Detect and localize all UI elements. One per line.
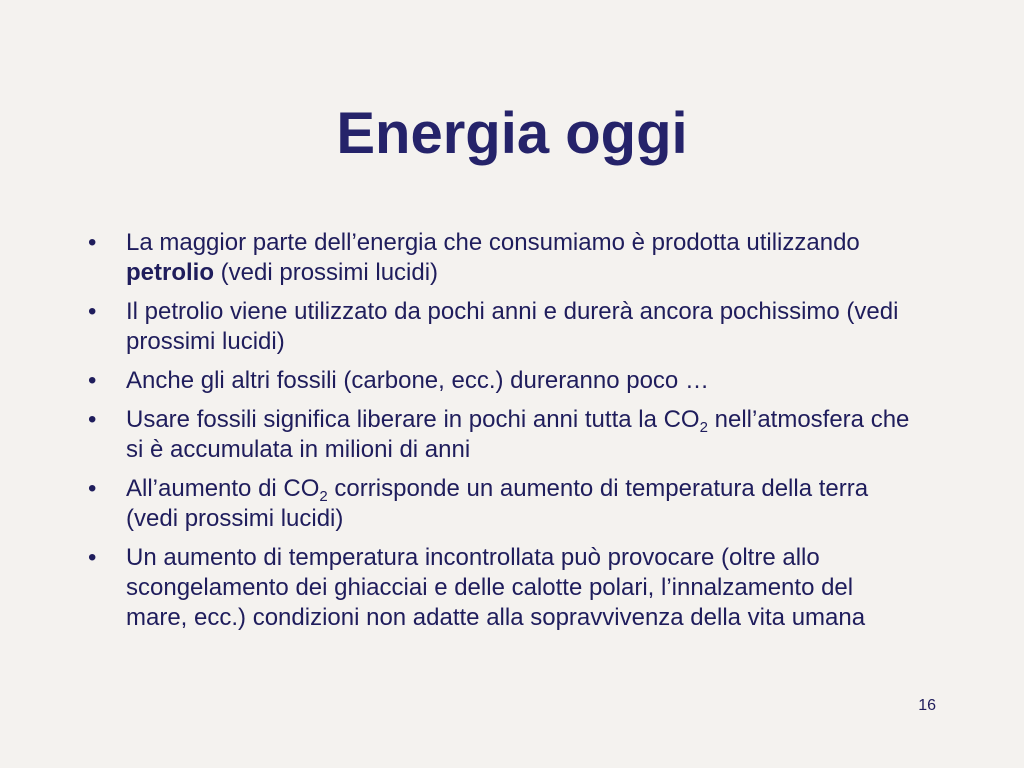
bullet-glyph: •	[88, 367, 97, 394]
bullet-bold-text: petrolio	[126, 259, 214, 286]
bullet-text: Anche gli altri fossili (carbone, ecc.) dureranno poco …	[126, 367, 709, 394]
bullet-text: corrisponde un aumento di temperatura della terra (vedi prossimi lucidi)	[126, 475, 869, 532]
bullet-glyph: •	[88, 298, 97, 325]
slide-title: Energia oggi	[336, 101, 688, 166]
bullet-text: All’aumento di CO	[126, 475, 320, 502]
bullet-text: nell’atmosfera che si è accumulata in milioni di anni	[126, 406, 910, 463]
bullet-text: Il petrolio viene utilizzato da pochi anni e durerà ancora pochissimo (vedi prossimi lucidi)	[126, 298, 899, 355]
bullet-glyph: •	[88, 475, 97, 502]
subscript-text: 2	[319, 488, 328, 505]
bullet-glyph: •	[88, 229, 97, 256]
bullet-glyph: •	[88, 406, 97, 433]
bullet-text: La maggior parte dell’energia che consumiamo è prodotta utilizzando	[126, 229, 860, 256]
bullet-item	[88, 228, 918, 288]
bullet-item	[88, 474, 918, 534]
bullet-item	[88, 366, 918, 396]
bullet-text: (vedi prossimi lucidi)	[214, 259, 439, 286]
bullet-item	[88, 405, 918, 465]
page-number: 16	[918, 697, 936, 714]
bullet-item	[88, 297, 918, 357]
bullet-text: Usare fossili significa liberare in pochi anni tutta la CO	[126, 406, 700, 433]
bullet-glyph: •	[88, 544, 97, 571]
bullet-item	[88, 543, 918, 633]
bullet-text: Un aumento di temperatura incontrollata può provocare (oltre allo scongelamento dei ghiacciai e delle calotte polari, l’innalzamento del mare, ecc.) condizioni non adatte alla sopravvivenza della vita umana	[126, 544, 866, 631]
subscript-text: 2	[699, 419, 708, 436]
bullet-list	[88, 228, 918, 642]
